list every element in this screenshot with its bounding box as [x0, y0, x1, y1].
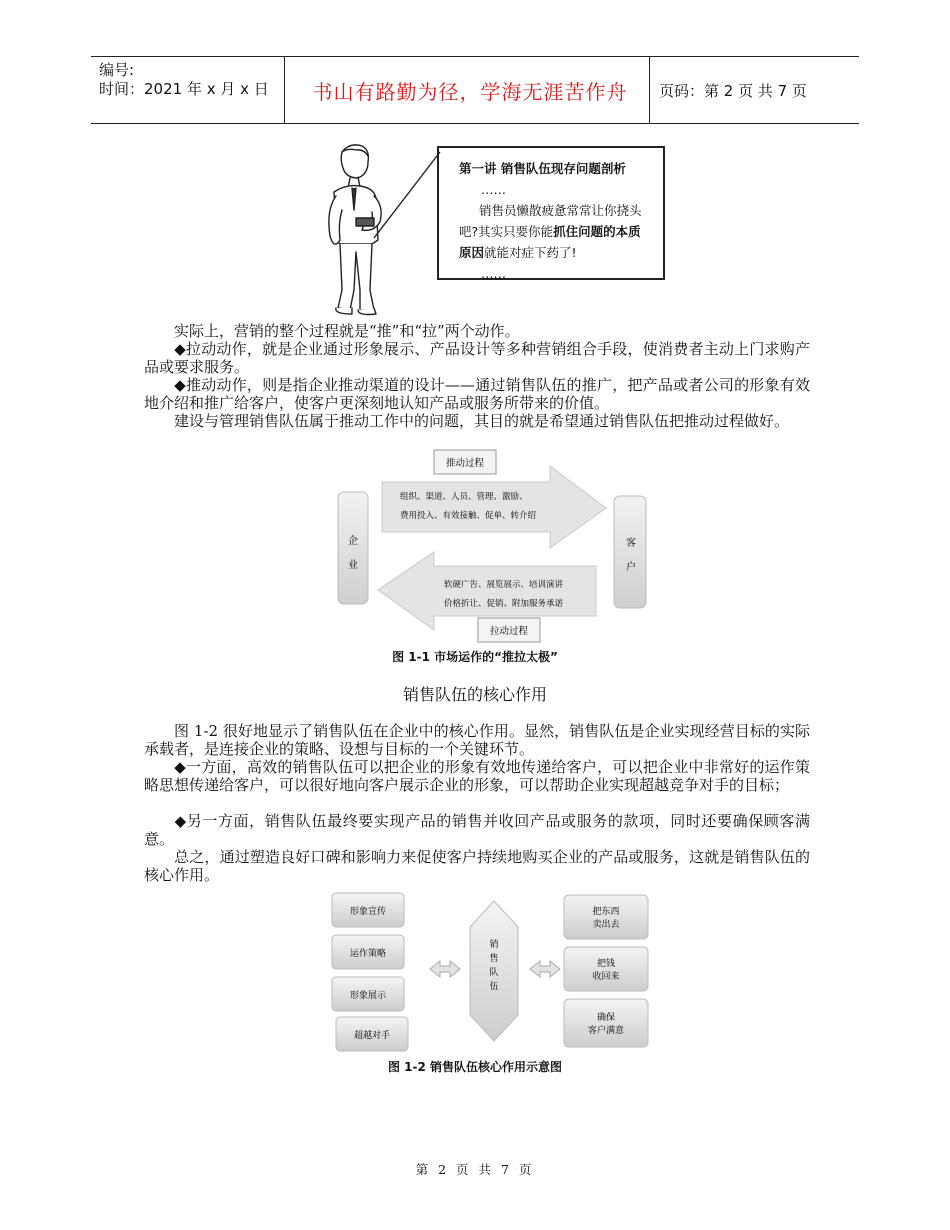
paragraph	[144, 722, 810, 758]
header-motto: 书山有路勤为径，学海无涯苦作舟	[312, 79, 628, 104]
customer-char-1: 客	[626, 538, 636, 549]
paragraph	[144, 322, 810, 340]
pull-label: 拉动过程	[489, 626, 529, 637]
paragraph-text: ◆拉动动作，就是企业通过形象展示、产品设计等多种营销组合手段，使消费者主动上门求购产品或要求服务。	[144, 340, 810, 376]
speech-body-pre: 销售员懒散疲惫常常让你挠头吧?其实只要你能	[459, 203, 642, 239]
figure1-caption: 图 1-1 市场运作的“推拉太极”	[392, 650, 558, 664]
push-line-1: 组织、渠道、人员、管理、激励、	[400, 492, 528, 502]
header-divider	[649, 57, 650, 123]
right-item-1-line-1: 把东西	[592, 907, 620, 917]
left-item-1: 形象宣传	[349, 907, 387, 917]
enterprise-pillar	[338, 492, 368, 604]
paragraph-text: ◆推动动作，则是指企业推动渠道的设计——通过销售队伍的推广，把产品或者公司的形象有效地介绍和推广给客户，使客户更深刻地认知产品或服务所带来的价值。	[144, 376, 810, 412]
document-header	[91, 56, 859, 124]
speech-box	[437, 146, 665, 280]
ellipsis-bottom: ……	[481, 266, 506, 281]
push-label: 推动过程	[445, 458, 485, 469]
right-item-2-line-1: 把钱	[596, 959, 616, 969]
paragraph	[144, 340, 810, 376]
center-char-3: 队	[489, 968, 499, 978]
paragraph-text: 实际上，营销的整个过程就是“推”和“拉”两个动作。	[174, 322, 520, 340]
paragraph	[144, 758, 810, 794]
paragraph	[144, 812, 810, 848]
paragraph-text: 总之，通过塑造良好口碑和影响力来促使客户持续地购买企业的产品或服务，这就是销售队伍的核心作用。	[144, 848, 810, 884]
enterprise-char-2: 业	[348, 560, 358, 571]
pull-line-1: 软硬广告、展览展示、培训演讲	[444, 580, 564, 590]
push-arrow	[382, 466, 606, 548]
header-page-info: 页码：第 2 页 共 7 页	[659, 81, 807, 100]
right-box-2	[564, 947, 648, 991]
page-footer: 第 2 页 共 7 页	[415, 1162, 535, 1177]
left-double-arrow	[430, 961, 460, 977]
right-item-1-line-2: 卖出去	[592, 920, 620, 930]
customer-pillar	[614, 496, 646, 608]
push-line-2: 费用投入、有效接触、促单、转介绍	[400, 511, 537, 521]
speech-body-post: 就能对症下药了!	[484, 245, 577, 260]
right-item-3-line-2: 客户满意	[587, 1026, 625, 1036]
pull-line-2: 价格折让、促销、附加服务承诺	[444, 599, 564, 609]
center-char-2: 售	[489, 954, 499, 964]
paragraph-text: ◆另一方面，销售队伍最终要实现产品的销售并收回产品或服务的款项，同时还要确保顾客满意。	[144, 812, 810, 848]
speech-pointer	[372, 150, 442, 240]
paragraph	[144, 848, 810, 884]
speech-body-bold: 抓住问题的本质原因	[459, 224, 641, 260]
time-label: 时间：2021 年 x 月 x 日	[99, 80, 269, 98]
paragraph-text: 建设与管理销售队伍属于推动工作中的问题，其目的就是希望通过销售队伍把推动过程做好。	[174, 412, 790, 430]
paragraph-text: 图 1-2 很好地显示了销售队伍在企业中的核心作用。显然，销售队伍是企业实现经营目标的实际承载者，是连接企业的策略、设想与目标的一个关键环节。	[144, 722, 810, 758]
lecture-title: 第一讲 销售队伍现存问题剖析	[459, 161, 626, 176]
section-title: 销售队伍的核心作用	[402, 685, 547, 704]
right-item-2-line-2: 收回来	[592, 972, 620, 982]
left-item-4: 超越对手	[353, 1031, 391, 1041]
right-double-arrow	[530, 961, 560, 977]
left-item-3: 形象展示	[349, 991, 387, 1001]
paragraph	[144, 412, 810, 430]
right-item-3-line-1: 确保	[596, 1013, 616, 1023]
right-box-3	[564, 999, 648, 1047]
header-meta	[99, 61, 289, 99]
left-item-2: 运作策略	[349, 949, 387, 959]
paragraph	[144, 376, 810, 412]
sales-team-core-diagram	[326, 887, 656, 1055]
center-char-4: 伍	[489, 982, 499, 992]
paragraph-text: ◆一方面，高效的销售队伍可以把企业的形象有效地传递给客户，可以把企业中非常好的运作策略思想传递给客户，可以很好地向客户展示企业的形象，可以帮助企业实现超越竞争对手的目标；	[144, 758, 810, 794]
push-pull-diagram	[334, 448, 650, 646]
serial-label: 编号:	[99, 61, 135, 79]
center-char-1: 销	[489, 940, 499, 950]
figure2-caption: 图 1-2 销售队伍核心作用示意图	[387, 1060, 563, 1074]
customer-char-2: 户	[626, 562, 636, 573]
enterprise-char-1: 企	[348, 536, 358, 547]
right-box-1	[564, 895, 648, 939]
speech-body	[459, 200, 649, 263]
ellipsis-top: ……	[481, 182, 506, 197]
header-divider	[284, 57, 285, 123]
